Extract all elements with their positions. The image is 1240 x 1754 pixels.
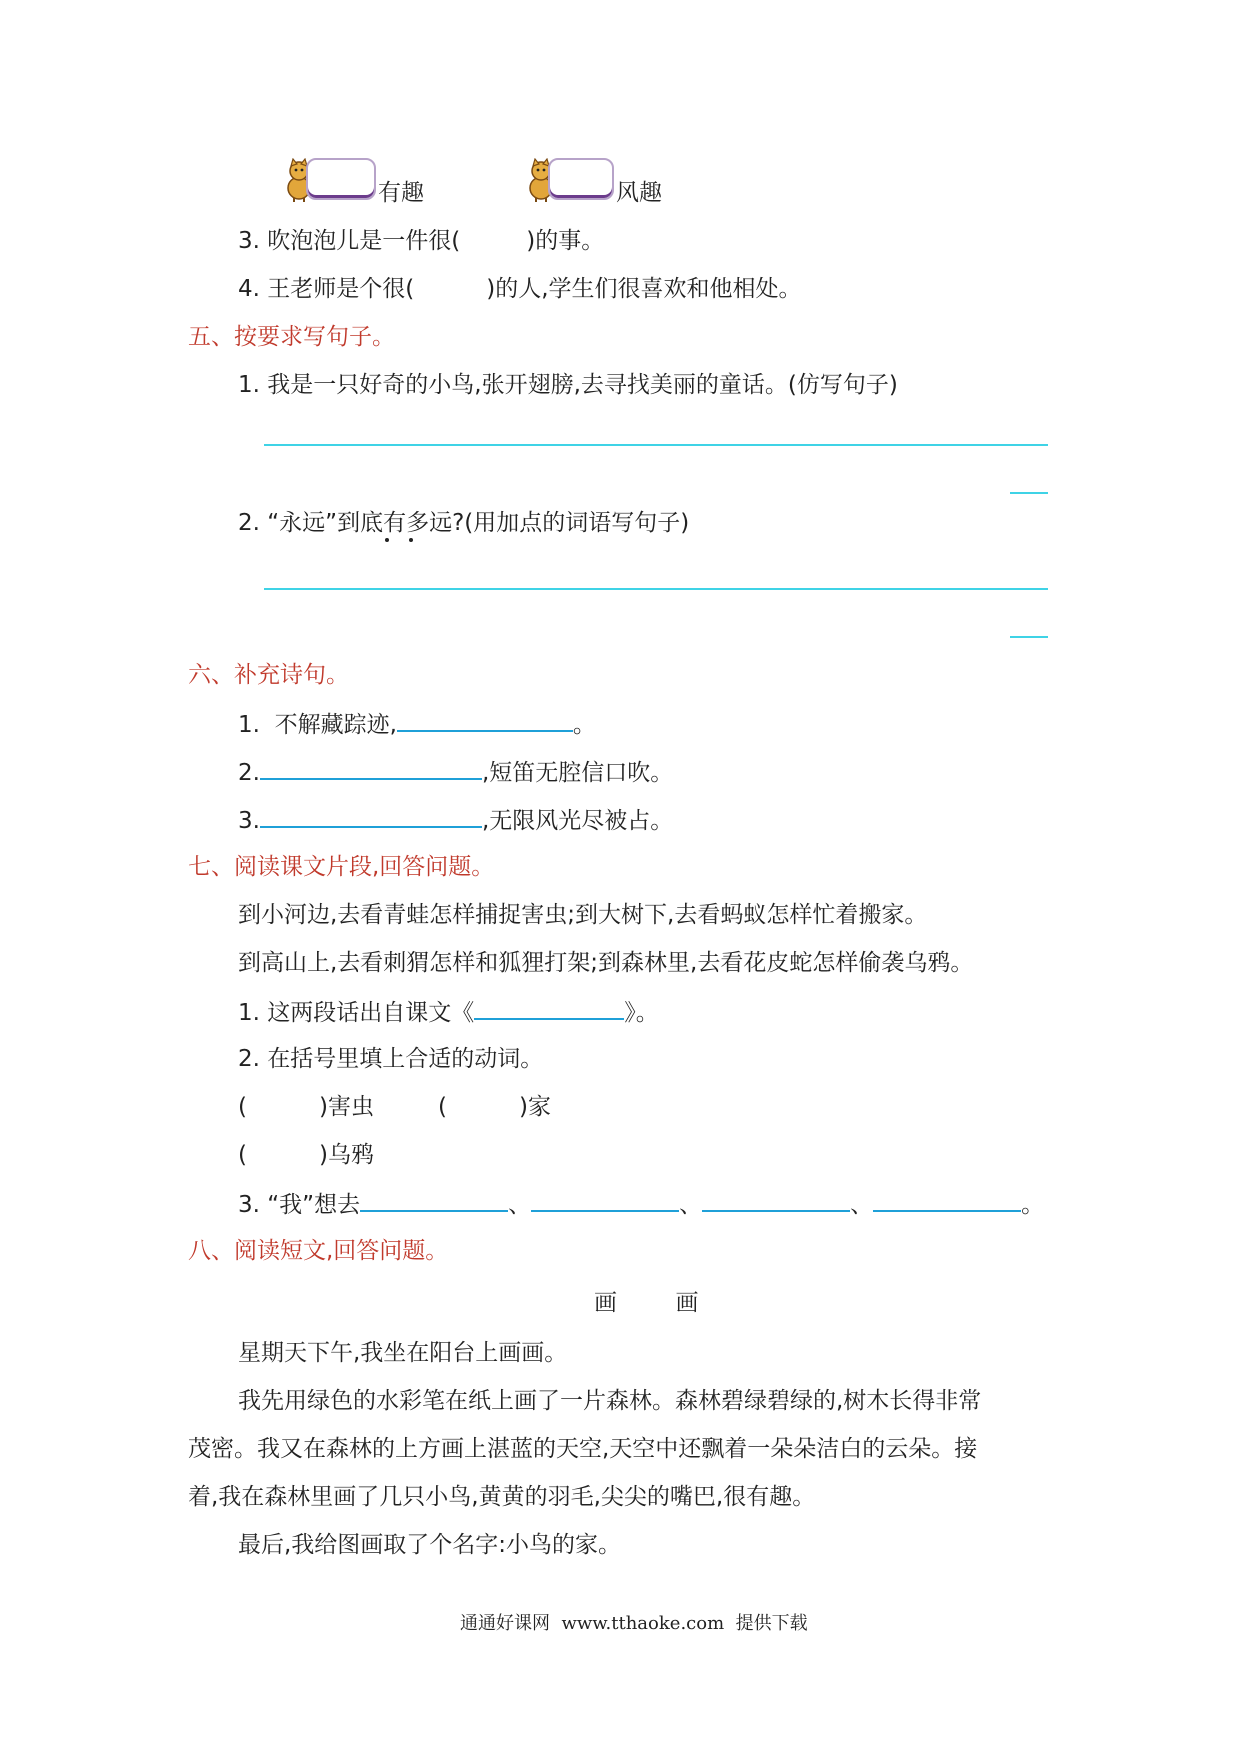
section-8-heading: 八、阅读短文,回答问题。: [188, 1238, 449, 1264]
poem-3: 3. ,无限风光尽被占。: [238, 804, 673, 836]
answer-box-left[interactable]: [306, 158, 376, 200]
poem-1: 1. 不解藏踪迹, 。: [238, 708, 596, 740]
article-p3: 最后,我给图画取了个名字:小鸟的家。: [238, 1532, 622, 1558]
verb-fill-2: ( )家: [438, 1094, 551, 1120]
section-6-heading: 六、补充诗句。: [188, 662, 349, 688]
section-5-heading: 五、按要求写句子。: [188, 324, 395, 350]
question-4-4: 4. 王老师是个很( )的人,学生们很喜欢和他相处。: [238, 276, 802, 302]
passage-7-p1: 到小河边,去看青蛙怎样捕捉害虫;到大树下,去看蚂蚁怎样忙着搬家。: [238, 902, 928, 928]
word-feng-qu: 风趣: [616, 180, 662, 206]
fill-blank[interactable]: [873, 1188, 1021, 1212]
article-title: 画 画: [594, 1290, 699, 1316]
poem-2: 2. ,短笛无腔信口吹。: [238, 756, 673, 788]
article-p2-line2: 茂密。我又在森林的上方画上湛蓝的天空,天空中还飘着一朵朵洁白的云朵。接: [188, 1436, 978, 1462]
emphasis-dot: [409, 538, 413, 542]
fill-blank[interactable]: [360, 1188, 508, 1212]
answer-box-right[interactable]: [548, 158, 614, 200]
article-p1: 星期天下午,我坐在阳台上画画。: [238, 1340, 568, 1366]
question-5-2: 2. “永远”到底有多远?(用加点的词语写句子): [238, 510, 690, 536]
question-7-1: 1. 这两段话出自课文《 》。: [238, 996, 659, 1028]
section-7-heading: 七、阅读课文片段,回答问题。: [188, 854, 495, 880]
word-you-qu: 有趣: [378, 180, 424, 206]
question-7-3: 3. “我”想去 、 、 、 。: [238, 1188, 1044, 1220]
verb-fill-3: ( )乌鸦: [238, 1142, 374, 1168]
fill-blank[interactable]: [531, 1188, 679, 1212]
answer-line-end[interactable]: [1010, 492, 1048, 494]
fill-blank[interactable]: [260, 804, 482, 828]
answer-line[interactable]: [264, 588, 1048, 590]
article-p2-line3: 着,我在森林里画了几只小鸟,黄黄的羽毛,尖尖的嘴巴,很有趣。: [188, 1484, 816, 1510]
page-footer: 通通好课网 www.tthaoke.com 提供下载: [460, 1613, 808, 1634]
fill-blank[interactable]: [702, 1188, 850, 1212]
article-p2-line1: 我先用绿色的水彩笔在纸上画了一片森林。森林碧绿碧绿的,树木长得非常: [238, 1388, 982, 1414]
fill-blank[interactable]: [474, 996, 624, 1020]
fill-blank[interactable]: [260, 756, 482, 780]
question-4-3: 3. 吹泡泡儿是一件很( )的事。: [238, 228, 605, 254]
verb-fill-1: ( )害虫: [238, 1094, 374, 1120]
question-7-2: 2. 在括号里填上合适的动词。: [238, 1046, 544, 1072]
fill-blank[interactable]: [397, 708, 573, 732]
answer-line[interactable]: [264, 444, 1048, 446]
question-5-1: 1. 我是一只好奇的小鸟,张开翅膀,去寻找美丽的童话。(仿写句子): [238, 372, 898, 398]
answer-line-end[interactable]: [1010, 636, 1048, 638]
emphasis-dot: [385, 538, 389, 542]
passage-7-p2: 到高山上,去看刺猬怎样和狐狸打架;到森林里,去看花皮蛇怎样偷袭乌鸦。: [238, 950, 974, 976]
